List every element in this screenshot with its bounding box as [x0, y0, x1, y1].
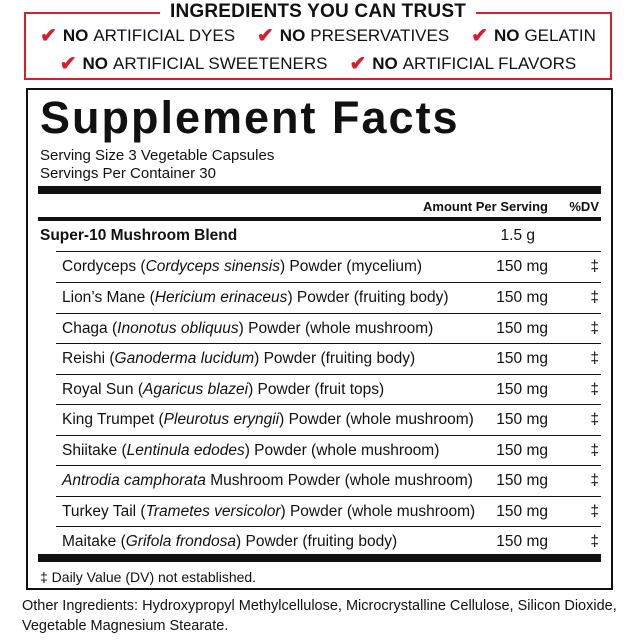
ingredient-name: Turkey Tail (Trametes versicolor) Powder (whole mushroom): [62, 503, 476, 520]
amount-per-serving-header: Amount Per Serving: [423, 199, 548, 214]
ingredient-name: Maitake (Grifola frondosa) Powder (fruiting body): [62, 533, 398, 550]
ingredient-dv: ‡: [590, 533, 599, 550]
ingredient-amount: 150 mg: [496, 258, 548, 275]
ingredient-name: Shiitake (Lentinula edodes) Powder (whole mushroom): [62, 442, 440, 459]
ingredient-name: Reishi (Ganoderma lucidum) Powder (fruiting body): [62, 350, 416, 367]
thick-divider: [38, 186, 601, 194]
ingredient-name: Lion’s Mane (Hericium erinaceus) Powder (fruiting body): [62, 289, 449, 306]
ingredient-dv: ‡: [590, 381, 599, 398]
ingredient-row: [38, 405, 601, 435]
trust-row-1: [26, 26, 610, 46]
ingredient-dv: ‡: [590, 472, 599, 489]
trust-row-2: [26, 54, 610, 74]
ingredient-dv: ‡: [590, 442, 599, 459]
trust-item-prefix: NO: [279, 26, 306, 45]
trust-item-text: GELATIN: [524, 26, 596, 45]
servings-per-container: Servings Per Container 30: [40, 165, 216, 182]
ingredient-row: [38, 436, 601, 466]
ingredient-name: Chaga (Inonotus obliquus) Powder (whole mushroom): [62, 320, 434, 337]
ingredient-dv: ‡: [590, 350, 599, 367]
blend-amount: 1.5 g: [500, 227, 535, 244]
ingredient-amount: 150 mg: [496, 289, 548, 306]
trust-item-text: PRESERVATIVES: [310, 26, 450, 45]
ingredient-amount: 150 mg: [496, 533, 548, 550]
ingredient-dv: ‡: [590, 503, 599, 520]
ingredient-name: King Trumpet (Pleurotus eryngii) Powder (whole mushroom): [62, 411, 474, 428]
ingredient-amount: 150 mg: [496, 381, 548, 398]
ingredient-dv: ‡: [590, 411, 599, 428]
dv-footnote: ‡ Daily Value (DV) not established.: [40, 569, 257, 585]
ingredient-amount: 150 mg: [496, 350, 548, 367]
ingredients-trust-banner: [24, 1, 612, 80]
ingredient-amount: 150 mg: [496, 442, 548, 459]
checkmark-icon: ✔: [257, 25, 274, 47]
trust-item-text: ARTIFICIAL FLAVORS: [402, 54, 577, 73]
ingredient-name: Antrodia camphorata Mushroom Powder (whole mushroom): [62, 472, 473, 489]
ingredient-row: [38, 344, 601, 374]
serving-size: Serving Size 3 Vegetable Capsules: [40, 147, 275, 164]
ingredient-name: Royal Sun (Agaricus blazei) Powder (fruit tops): [62, 381, 385, 398]
trust-item-prefix: NO: [62, 26, 89, 45]
trust-item-prefix: NO: [82, 54, 109, 73]
ingredient-row: [38, 314, 601, 344]
thick-divider: [38, 554, 601, 562]
checkmark-icon: ✔: [59, 53, 77, 75]
trust-banner-title: INGREDIENTS YOU CAN TRUST: [160, 1, 476, 23]
ingredient-name: Cordyceps (Cordyceps sinensis) Powder (mycelium): [62, 258, 423, 275]
ingredient-amount: 150 mg: [496, 411, 548, 428]
checkmark-icon: ✔: [349, 53, 367, 75]
ingredient-row: [38, 466, 601, 496]
other-ingredients: Other Ingredients: Hydroxypropyl Methylcellulose, Microcrystalline Cellulose, Silicon Dioxide, Vegetable Magnesium Stearate.: [22, 598, 617, 634]
trust-item-no-gelatin: [471, 26, 596, 46]
trust-item-prefix: NO: [493, 26, 520, 45]
ingredient-dv: ‡: [590, 320, 599, 337]
blend-row: [38, 221, 601, 251]
trust-item-no-artificial-sweeteners: [60, 54, 328, 74]
ingredient-row: [38, 283, 601, 313]
ingredient-dv: ‡: [590, 289, 599, 306]
supplement-facts-title: Supplement Facts: [40, 92, 460, 143]
trust-item-prefix: NO: [372, 54, 398, 73]
trust-item-text: ARTIFICIAL SWEETENERS: [113, 54, 328, 73]
ingredient-row: [38, 527, 601, 557]
trust-item-text: ARTIFICIAL DYES: [93, 26, 236, 45]
supplement-facts-panel: [26, 88, 613, 590]
ingredient-row: [38, 252, 601, 282]
checkmark-icon: ✔: [40, 25, 57, 47]
ingredient-amount: 150 mg: [496, 472, 548, 489]
ingredient-dv: ‡: [590, 258, 599, 275]
ingredient-amount: 150 mg: [496, 320, 548, 337]
blend-name: Super-10 Mushroom Blend: [40, 227, 238, 244]
trust-item-no-artificial-flavors: [349, 54, 576, 74]
ingredient-amount: 150 mg: [496, 503, 548, 520]
trust-item-no-preservatives: [257, 26, 449, 46]
ingredient-row: [38, 375, 601, 405]
daily-value-header: %DV: [569, 199, 599, 214]
ingredient-row: [38, 497, 601, 527]
trust-item-no-artificial-dyes: [40, 26, 235, 46]
checkmark-icon: ✔: [471, 25, 488, 47]
